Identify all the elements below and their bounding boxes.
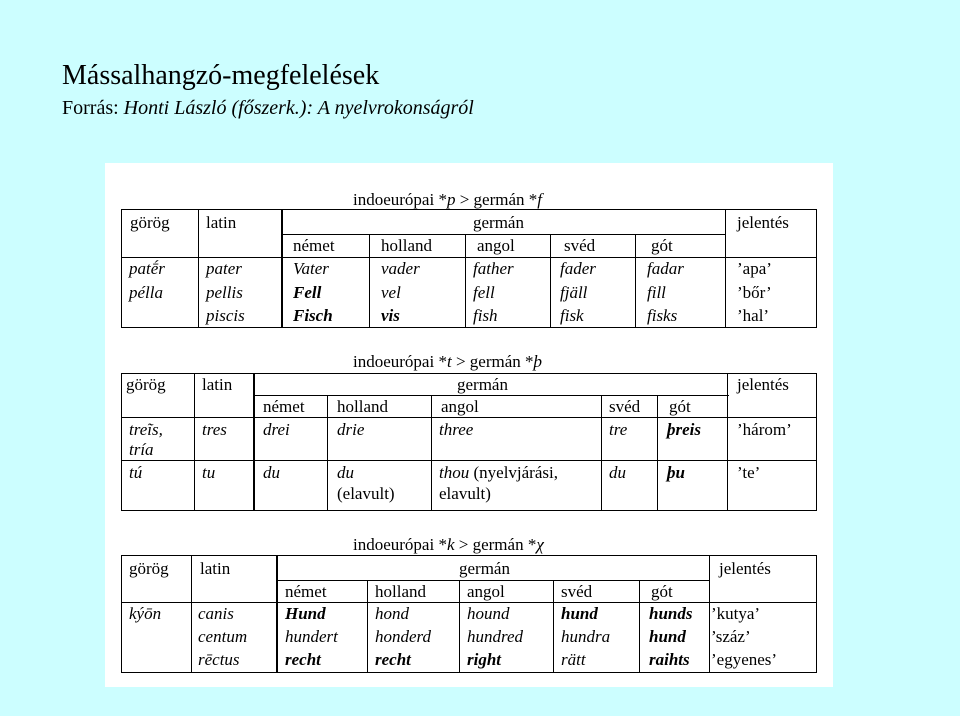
cell-gorog: tú — [129, 463, 143, 482]
table-k-to-chi — [105, 525, 833, 687]
table-line — [657, 395, 658, 510]
cell-jelentes: ’három’ — [737, 420, 792, 439]
cell-got: fill — [647, 283, 666, 302]
heading-text-mid: > germán * — [455, 190, 538, 209]
heading-sound-1: t — [446, 352, 452, 371]
cell-jelentes: ’te’ — [737, 463, 761, 482]
table-line — [281, 209, 283, 327]
cell-got: hund — [649, 627, 686, 646]
cell-latin: canis — [198, 604, 234, 623]
table-line — [327, 395, 328, 510]
table-line — [431, 395, 432, 510]
col-header-nemet: német — [285, 582, 327, 601]
angol-word: thou — [439, 463, 470, 482]
cell-got: hunds — [649, 604, 693, 623]
col-header-angol: angol — [441, 397, 479, 416]
heading-text: indoeurópai * — [353, 190, 447, 209]
table-line — [816, 209, 817, 327]
cell-gorog: pélla — [129, 283, 163, 302]
heading-text-mid: > germán * — [451, 352, 534, 371]
table-line — [465, 234, 466, 327]
col-header-holland: holland — [337, 397, 388, 416]
cell-sved: hundra — [561, 627, 611, 646]
cell-angol: fish — [473, 306, 498, 325]
table-line — [276, 555, 278, 672]
table-line — [253, 373, 255, 510]
col-header-latin: latin — [200, 559, 231, 578]
cell-got: fadar — [647, 259, 684, 278]
col-header-latin: latin — [202, 375, 233, 394]
cell-holland: drie — [337, 420, 365, 439]
col-header-angol: angol — [477, 236, 515, 255]
cell-jelentes: ’apa’ — [737, 259, 772, 278]
cell-holland-note: (elavult) — [337, 484, 395, 503]
table-p-to-f — [105, 163, 833, 333]
cell-sved: tre — [609, 420, 628, 439]
col-header-gorog: görög — [130, 213, 170, 232]
table-line — [121, 672, 817, 673]
col-header-sved: svéd — [564, 236, 596, 255]
table-line — [121, 460, 817, 461]
cell-angol-note: elavult) — [439, 484, 491, 503]
table-line — [816, 555, 817, 672]
cell-jelentes: ’kutya’ — [711, 604, 761, 623]
heading-sound-1: p — [446, 190, 456, 209]
cell-nemet: Fell — [293, 283, 322, 302]
table-line — [121, 373, 817, 374]
cell-holland: du — [337, 463, 354, 482]
col-header-jelentes: jelentés — [737, 213, 789, 232]
table-line — [367, 580, 368, 672]
table-line — [727, 373, 728, 510]
table-line — [198, 209, 199, 327]
heading-sound-2: χ — [536, 535, 544, 554]
col-header-gorog: görög — [129, 559, 169, 578]
cell-angol: father — [473, 259, 514, 278]
table-line — [191, 555, 192, 672]
col-header-jelentes: jelentés — [719, 559, 771, 578]
col-header-holland: holland — [381, 236, 432, 255]
table-line — [550, 234, 551, 327]
scanned-table-image — [105, 163, 833, 687]
table-line — [725, 209, 726, 327]
table-line — [121, 209, 817, 210]
table-line — [639, 580, 640, 672]
cell-jelentes: ’hal’ — [737, 306, 770, 325]
col-header-nemet: német — [293, 236, 335, 255]
cell-sved: rätt — [561, 650, 586, 669]
cell-sved: du — [609, 463, 626, 482]
table-line — [121, 209, 122, 327]
cell-angol: hound — [467, 604, 510, 623]
table-line — [121, 417, 817, 418]
cell-latin: pellis — [206, 283, 243, 302]
table-line — [121, 555, 122, 672]
col-header-got: gót — [651, 236, 673, 255]
cell-nemet: hundert — [285, 627, 338, 646]
cell-angol: hundred — [467, 627, 524, 646]
col-header-holland: holland — [375, 582, 426, 601]
col-header-jelentes: jelentés — [737, 375, 789, 394]
table-line — [121, 257, 817, 258]
table-line — [553, 580, 554, 672]
cell-nemet: du — [263, 463, 280, 482]
table-line — [369, 234, 370, 327]
col-header-german: germán — [457, 375, 508, 394]
table-line — [276, 580, 710, 581]
table-line — [459, 580, 460, 672]
col-header-german: germán — [473, 213, 524, 232]
cell-got: þreis — [667, 420, 701, 439]
table-line — [816, 373, 817, 510]
col-header-nemet: német — [263, 397, 305, 416]
cell-sved: fjäll — [560, 283, 588, 302]
cell-angol: three — [439, 420, 474, 439]
table-line — [281, 234, 725, 235]
cell-jelentes: ’száz’ — [711, 627, 751, 646]
col-header-german: germán — [459, 559, 510, 578]
table-line — [601, 395, 602, 510]
cell-gorog: tría — [129, 440, 154, 459]
source-citation — [62, 96, 474, 120]
heading-sound-2: f — [537, 190, 542, 209]
angol-note: (nyelvjárási, — [469, 463, 558, 482]
cell-latin: rēctus — [198, 650, 240, 669]
cell-holland: hond — [375, 604, 409, 623]
col-header-got: gót — [651, 582, 673, 601]
table-t-to-th — [105, 343, 833, 513]
heading-text: indoeurópai * — [353, 535, 447, 554]
cell-holland: vis — [381, 306, 400, 325]
cell-gorog: kýōn — [129, 604, 162, 623]
cell-latin: centum — [198, 627, 248, 646]
cell-sved: fader — [560, 259, 596, 278]
cell-jelentes: ’bőr’ — [737, 283, 772, 302]
col-header-gorog: görög — [126, 375, 166, 394]
table-heading — [353, 535, 544, 555]
table-line — [194, 373, 195, 510]
cell-holland: vader — [381, 259, 420, 278]
cell-holland: recht — [375, 650, 411, 669]
cell-nemet: Vater — [293, 259, 329, 278]
cell-angol — [439, 463, 558, 483]
source-prefix: Forrás: — [62, 97, 124, 119]
page-title: Mássalhangzó-megfelelések — [62, 60, 380, 91]
table-line — [121, 510, 817, 511]
cell-nemet: Hund — [285, 604, 326, 623]
cell-latin: piscis — [206, 306, 245, 325]
heading-sound-1: k — [446, 535, 455, 554]
table-heading — [353, 190, 542, 210]
heading-text: indoeurópai * — [353, 352, 447, 371]
col-header-sved: svéd — [609, 397, 641, 416]
col-header-angol: angol — [467, 582, 505, 601]
table-line — [121, 602, 817, 603]
cell-gorog: patḗr — [129, 259, 165, 278]
cell-gorog: treĩs, — [129, 420, 163, 439]
col-header-latin: latin — [206, 213, 237, 232]
table-heading — [353, 352, 542, 372]
heading-sound-2: þ — [533, 352, 542, 371]
heading-text-mid: > germán * — [454, 535, 537, 554]
col-header-sved: svéd — [561, 582, 593, 601]
cell-angol: fell — [473, 283, 495, 302]
cell-nemet: drei — [263, 420, 290, 439]
cell-sved: hund — [561, 604, 598, 623]
table-line — [635, 234, 636, 327]
cell-holland: vel — [381, 283, 401, 302]
source-title: Honti László (főszerk.): A nyelvrokonságról — [123, 97, 474, 119]
cell-sved: fisk — [560, 306, 584, 325]
cell-latin: tres — [202, 420, 227, 439]
cell-nemet: Fisch — [293, 306, 333, 325]
cell-got: raihts — [649, 650, 690, 669]
table-line — [121, 373, 122, 510]
cell-latin: tu — [202, 463, 216, 482]
cell-got: þu — [667, 463, 685, 482]
table-line — [121, 327, 817, 328]
table-line — [121, 555, 817, 556]
cell-angol: right — [467, 650, 502, 669]
cell-got: fisks — [647, 306, 678, 325]
cell-holland: honderd — [375, 627, 432, 646]
cell-jelentes: ’egyenes’ — [711, 650, 778, 669]
table-line — [709, 555, 710, 672]
cell-nemet: recht — [285, 650, 321, 669]
cell-latin: pater — [206, 259, 242, 278]
col-header-got: gót — [669, 397, 691, 416]
